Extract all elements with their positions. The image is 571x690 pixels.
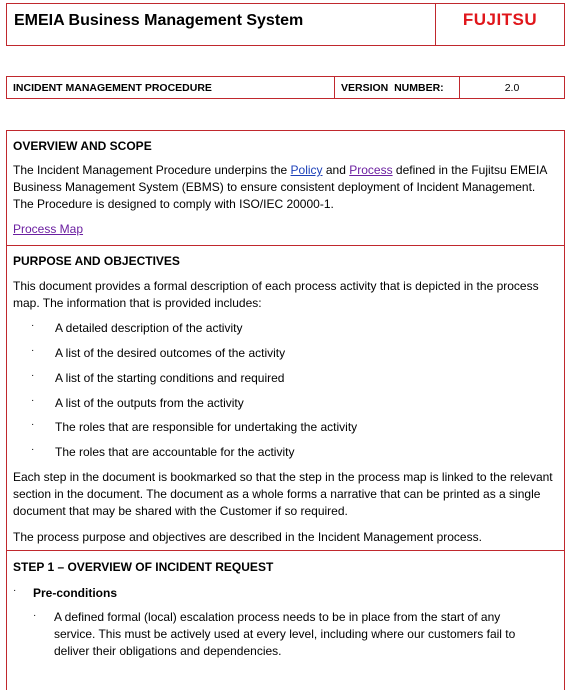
step1-heading: STEP 1 – OVERVIEW OF INCIDENT REQUEST [13,560,274,574]
purpose-heading: PURPOSE AND OBJECTIVES [13,254,180,268]
overview-heading: OVERVIEW AND SCOPE [13,139,152,153]
purpose-intro: This document provides a formal description of each process activity that is depicted in the process map. The information that is provided includes: [13,279,539,310]
purpose-section: PURPOSE AND OBJECTIVES This document provides a formal description of each process activity that is depicted in the process map. The information that is provided includes: · A detailed description of the activity · A list of the desired outcomes of the activity · A list of the starting conditions and required · A list of the outputs from the activity · The roles that are responsible for undertaking the activity · The roles that are accountable for the activity Each step in the document is bookmarked so that the step in the process map is linked to the relevant section in the document. The document as a whole forms a narrative that can be printed as a single document that may be shared with the Customer if so required. The process purpose and objectives are described in the Incident Management process. [7,245,564,246]
header-bar [6,3,565,46]
bullet-icon: · [31,444,35,455]
process-link[interactable]: Process [349,163,393,177]
purpose-paragraph-2: Each step in the document is bookmarked so that the step in the process map is linked to the relevant section in the document. The document as a whole forms a narrative that can be printed as a single document that may be shared with the Customer if so required. [13,470,553,518]
process-map-row [13,221,556,238]
cell-divider [334,77,335,98]
bullet-icon: · [33,610,37,621]
system-title: EMEIA Business Management System [14,12,304,29]
bullet-icon: · [31,419,35,430]
bullet-icon: · [31,320,35,331]
overview-text-1: The Incident Management Procedure underpins the [13,163,291,177]
procedure-info-row [6,76,565,99]
overview-text-3: defined in the Fujitsu EMEIA Business Management System (EBMS) to ensure consistent deployment of Incident Management. The Procedure is designed to comply with ISO/IEC 20000-1. [13,163,547,211]
overview-paragraph [13,162,556,213]
bullet-icon: · [31,395,35,406]
version-value: 2.0 [504,82,520,94]
process-map-link[interactable]: Process Map [13,222,84,236]
precondition-text: A defined formal (local) escalation process needs to be in place from the start of any service. This must be actively used at every level, including where our customers fail to deliver their obligations and dependencies. [54,610,516,658]
step1-section [7,550,564,658]
bullet-icon: · [31,370,35,381]
purpose-paragraph-3: The process purpose and objectives are described in the Incident Management process. [13,530,482,544]
overview-text-2: and [322,163,350,177]
fujitsu-logo: FUJITSU [462,10,538,29]
document-body [6,130,565,690]
bullet-icon: · [13,585,17,596]
version-label: VERSION NUMBER: [341,82,444,94]
preconditions-subheading: Pre-conditions [33,586,118,600]
procedure-title: INCIDENT MANAGEMENT PROCEDURE [13,82,212,94]
bullet-icon: · [31,345,35,356]
policy-link[interactable]: Policy [290,163,323,177]
